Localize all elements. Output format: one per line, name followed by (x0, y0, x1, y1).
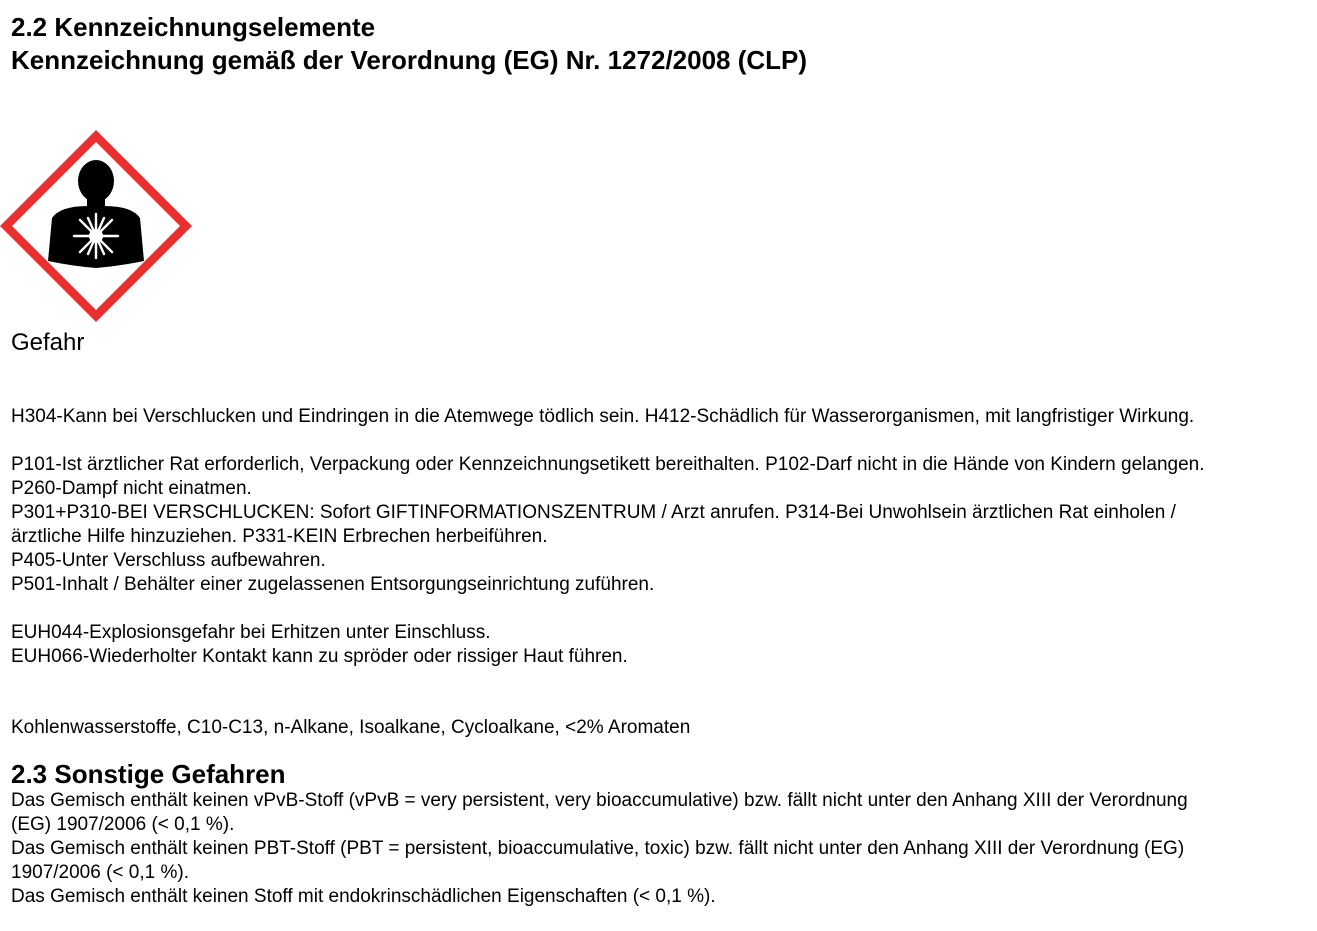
section-title: 2.3 Sonstige Gefahren (11, 759, 286, 789)
precautionary-line: P301+P310-BEI VERSCHLUCKEN: Sofort GIFTINFORMATIONSZENTRUM / Arzt anrufen. P314-Bei Unwohlsein ärztlichen Rat einholen / (11, 502, 1176, 523)
euh-line: EUH066-Wiederholter Kontakt kann zu spröder oder rissiger Haut führen. (11, 646, 628, 667)
precautionary-line: P260-Dampf nicht einatmen. (11, 478, 252, 499)
other-hazards-line: 1907/2006 (< 0,1 %). (11, 862, 189, 883)
signal-word: Gefahr (11, 329, 85, 356)
other-hazards-line: (EG) 1907/2006 (< 0,1 %). (11, 814, 235, 835)
precautionary-line: P405-Unter Verschluss aufbewahren. (11, 550, 326, 571)
precautionary-line: P101-Ist ärztlicher Rat erforderlich, Verpackung oder Kennzeichnungsetikett bereithalten. P102-Darf nicht in die Hände von Kindern gelangen. (11, 454, 1205, 475)
hazard-statements: H304-Kann bei Verschlucken und Eindringen in die Atemwege tödlich sein. H412-Schädlich für Wasserorganismen, mit langfristiger Wirkung. (11, 406, 1195, 427)
health-hazard-icon (0, 126, 200, 326)
other-hazards-line: Das Gemisch enthält keinen vPvB-Stoff (vPvB = very persistent, very bioaccumulative) bzw. fällt nicht unter den Anhang XIII der Verordnung (11, 790, 1188, 811)
other-hazards-line: Das Gemisch enthält keinen Stoff mit endokrinschädlichen Eigenschaften (< 0,1 %). (11, 886, 716, 907)
other-hazards-line: Das Gemisch enthält keinen PBT-Stoff (PBT = persistent, bioaccumulative, toxic) bzw. fällt nicht unter den Anhang XIII der Verordnung (EG) (11, 838, 1185, 859)
precautionary-line: P501-Inhalt / Behälter einer zugelassenen Entsorgungseinrichtung zuführen. (11, 574, 655, 595)
section-subtitle: Kennzeichnung gemäß der Verordnung (EG) Nr. 1272/2008 (CLP) (11, 45, 808, 75)
precautionary-line: ärztliche Hilfe hinzuziehen. P331-KEIN Erbrechen herbeiführen. (11, 526, 548, 547)
euh-line: EUH044-Explosionsgefahr bei Erhitzen unter Einschluss. (11, 622, 491, 643)
hazardous-components: Kohlenwasserstoffe, C10-C13, n-Alkane, Isoalkane, Cycloalkane, <2% Aromaten (11, 717, 691, 738)
section-title: 2.2 Kennzeichnungselemente (11, 12, 376, 42)
